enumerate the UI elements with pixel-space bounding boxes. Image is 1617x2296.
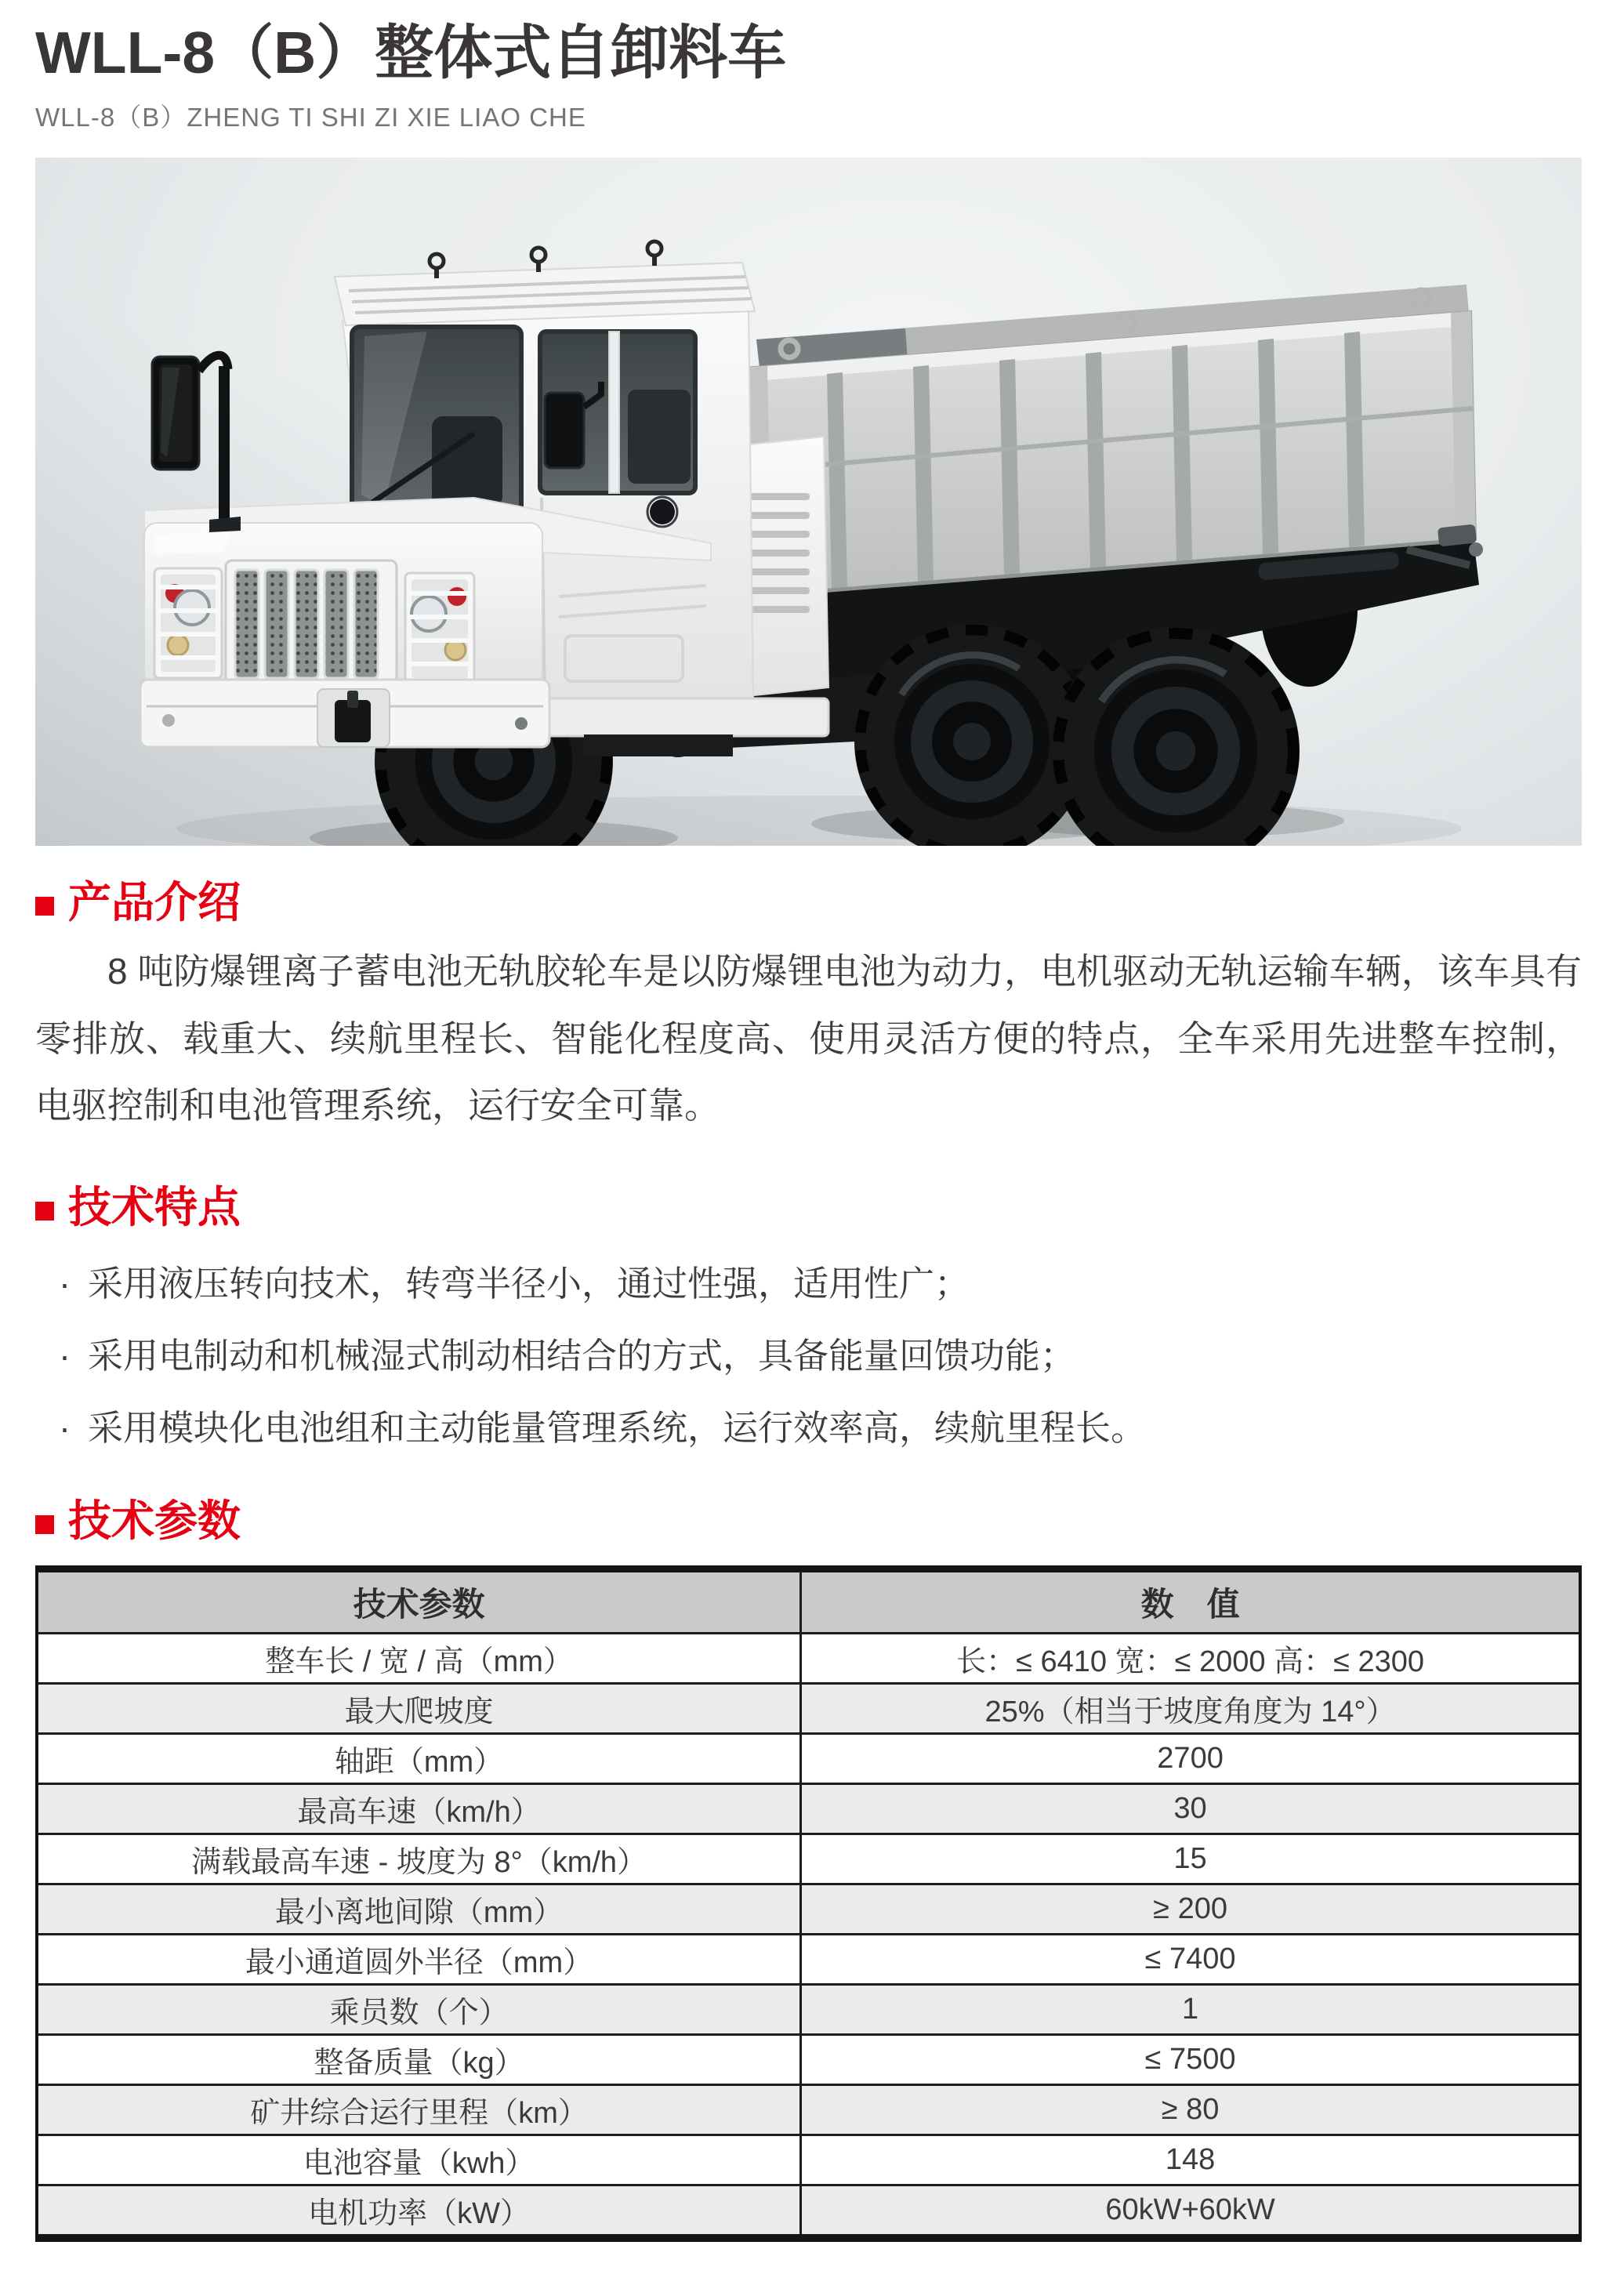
spec-label: 轴距（mm） — [37, 1733, 801, 1783]
spec-label: 最小离地间隙（mm） — [37, 1884, 801, 1934]
section-heading-features-label: 技术特点 — [68, 1182, 241, 1231]
col-header-value: 数 值 — [801, 1569, 1580, 1633]
section-heading-intro-label: 产品介绍 — [68, 877, 241, 927]
feature-item — [59, 1248, 1582, 1320]
feature-text: 采用电制动和机械湿式制动相结合的方式，具备能量回馈功能； — [88, 1336, 1076, 1377]
spec-value: 148 — [801, 2135, 1580, 2185]
spec-value: 长：≤ 6410 宽：≤ 2000 高：≤ 2300 — [801, 1633, 1580, 1683]
bullet-dot-icon: · — [59, 1264, 71, 1304]
feature-list — [35, 1248, 1582, 1464]
table-row — [37, 1984, 1580, 2034]
bullet-dot-icon: · — [59, 1336, 71, 1377]
table-row — [37, 2135, 1580, 2185]
intro-paragraph: 8 吨防爆锂离子蓄电池无轨胶轮车是以防爆锂电池为动力，电机驱动无轨运输车辆，该车具有零排放、载重大、续航里程长、智能化程度高、使用灵活方便的特点，全车采用先进整车控制，电驱控制和电池管理系统，运行安全可靠。 — [35, 951, 1582, 1126]
spec-label: 乘员数（个） — [37, 1984, 801, 2034]
page-subtitle: WLL-8（B）ZHENG TI SHI ZI XIE LIAO CHE — [35, 102, 586, 132]
spec-label: 整车长 / 宽 / 高（mm） — [37, 1633, 801, 1683]
product-sheet — [0, 20, 1617, 2242]
spec-label: 最小通道圆外半径（mm） — [37, 1934, 801, 1984]
right-headlight — [405, 573, 474, 684]
table-row — [37, 1683, 1580, 1733]
spec-label: 满载最高车速 - 坡度为 8°（km/h） — [37, 1834, 801, 1884]
section-heading-specs-label: 技术参数 — [68, 1496, 241, 1546]
red-square-icon — [35, 1202, 54, 1221]
spec-label: 最大爬坡度 — [37, 1683, 801, 1733]
table-row — [37, 2084, 1580, 2135]
page-title: WLL-8（B）整体式自卸料车 — [35, 20, 787, 85]
feature-text: 采用液压转向技术，转弯半径小，通过性强，适用性广； — [88, 1264, 970, 1304]
spec-value: ≤ 7400 — [801, 1934, 1580, 1984]
table-row — [37, 2185, 1580, 2238]
spec-value: ≤ 7500 — [801, 2034, 1580, 2084]
truck-illustration — [35, 158, 1582, 846]
spec-table — [35, 1565, 1582, 2242]
spec-label: 电机功率（kW） — [37, 2185, 801, 2238]
table-row — [37, 1733, 1580, 1783]
section-specs — [35, 1497, 1582, 2242]
section-heading-features — [35, 1184, 1582, 1231]
col-header-parameter: 技术参数 — [37, 1569, 801, 1633]
feature-text: 采用模块化电池组和主动能量管理系统，运行效率高，续航里程长。 — [88, 1408, 1147, 1449]
table-row — [37, 1783, 1580, 1834]
table-row — [37, 1934, 1580, 1984]
side-mirror — [152, 355, 241, 532]
table-row — [37, 1633, 1580, 1683]
red-square-icon — [35, 897, 54, 916]
section-intro — [35, 879, 1582, 1140]
section-heading-intro — [35, 879, 1582, 927]
spec-label: 最高车速（km/h） — [37, 1783, 801, 1834]
product-image — [35, 158, 1582, 846]
spec-value: ≥ 80 — [801, 2084, 1580, 2135]
bullet-dot-icon: · — [59, 1408, 71, 1449]
feature-item — [59, 1320, 1582, 1392]
section-features — [35, 1184, 1582, 1465]
spec-label: 整备质量（kg） — [37, 2034, 801, 2084]
feature-item — [59, 1392, 1582, 1464]
section-heading-specs — [35, 1497, 1582, 1545]
spec-value: ≥ 200 — [801, 1884, 1580, 1934]
table-header-row — [37, 1569, 1580, 1633]
spec-value: 1 — [801, 1984, 1580, 2034]
spec-value: 30 — [801, 1783, 1580, 1834]
spec-value: 25%（相当于坡度角度为 14°） — [801, 1683, 1580, 1733]
spec-label: 电池容量（kwh） — [37, 2135, 801, 2185]
spec-value: 15 — [801, 1834, 1580, 1884]
table-row — [37, 2034, 1580, 2084]
table-row — [37, 1884, 1580, 1934]
spec-value: 60kW+60kW — [801, 2185, 1580, 2238]
left-headlight — [154, 568, 222, 678]
table-row — [37, 1834, 1580, 1884]
spec-label: 矿井综合运行里程（km） — [37, 2084, 801, 2135]
red-square-icon — [35, 1515, 54, 1534]
spec-value: 2700 — [801, 1733, 1580, 1783]
